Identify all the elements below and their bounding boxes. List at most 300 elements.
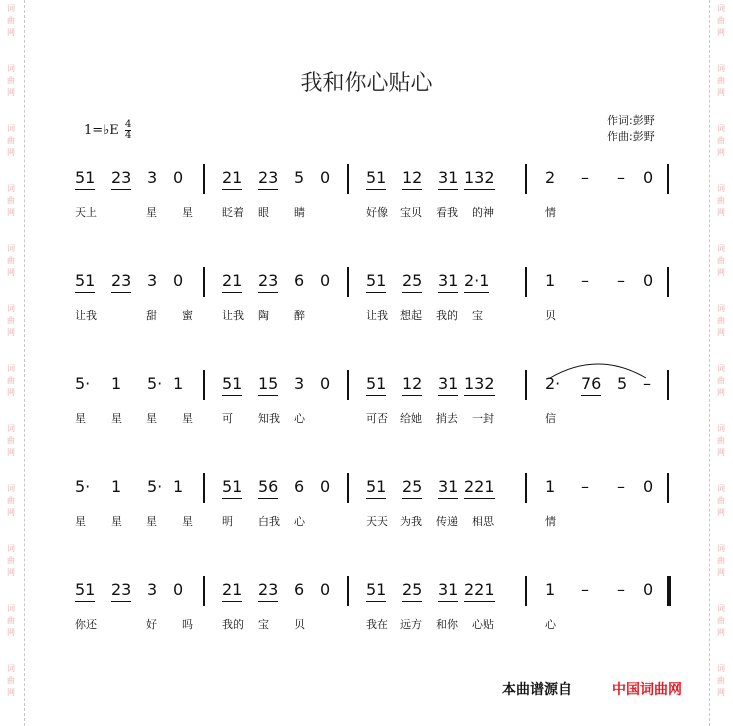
barline: [667, 473, 669, 503]
note-text: 51: [75, 168, 95, 190]
note-text: 31: [438, 580, 458, 602]
lyric: 相思: [472, 515, 494, 528]
watermark-char: 网: [717, 328, 725, 337]
note-text: 3: [147, 271, 158, 290]
note: [366, 477, 386, 499]
lyric: 贝: [545, 309, 556, 322]
note-text: –: [643, 374, 651, 393]
lyric: 宝贝: [400, 206, 422, 219]
note: [581, 580, 589, 600]
barline: [203, 164, 205, 194]
note-text: 3: [147, 168, 158, 187]
note: [75, 168, 95, 190]
note-text: 56: [258, 477, 278, 499]
note: [320, 271, 330, 291]
lyric: 知我: [258, 412, 280, 425]
site-name: 中国词曲网: [612, 682, 682, 698]
watermark-char: 词: [7, 244, 15, 253]
slur-arc: [546, 356, 656, 380]
note-text: 25: [402, 477, 422, 499]
note-text: 23: [258, 168, 278, 190]
lyric: 传递: [436, 515, 458, 528]
note-text: –: [617, 477, 625, 496]
barline: [525, 473, 527, 503]
watermark-char: 词: [717, 304, 725, 313]
watermark-char: 词: [717, 544, 725, 553]
watermark-char: 曲: [7, 436, 15, 445]
watermark-char: 曲: [7, 316, 15, 325]
time-top: 4: [124, 119, 132, 130]
lyric: 心: [545, 618, 556, 631]
note: [294, 374, 304, 394]
lyric: 蜜: [182, 309, 193, 322]
watermark-char: 曲: [7, 136, 15, 145]
note-text: 0: [173, 271, 184, 290]
note: [147, 374, 162, 394]
note: [617, 168, 625, 188]
watermark-char: 曲: [717, 16, 725, 25]
note-text: 23: [258, 271, 278, 293]
lyric: 我在: [366, 618, 388, 631]
note: [320, 580, 330, 600]
barline: [347, 576, 349, 606]
note: [464, 168, 495, 190]
note: [147, 477, 162, 497]
watermark-char: 词: [717, 604, 725, 613]
note: [320, 477, 330, 497]
lyric: 让我: [366, 309, 388, 322]
note-text: 5·: [147, 477, 163, 496]
barline: [203, 267, 205, 297]
note: [545, 271, 555, 291]
watermark-char: 词: [7, 124, 15, 133]
barline: [667, 267, 669, 297]
watermark-char: 词: [7, 364, 15, 373]
watermark-char: 词: [717, 124, 725, 133]
lyric: 睛: [294, 206, 305, 219]
lyric: 想起: [400, 309, 422, 322]
note: [173, 580, 183, 600]
note: [75, 271, 95, 293]
lyric: 心: [294, 515, 305, 528]
note: [173, 477, 183, 497]
note: [438, 580, 458, 602]
note-text: 221: [464, 580, 495, 602]
note-text: 2·1: [464, 271, 489, 293]
watermark-char: 曲: [717, 136, 725, 145]
barline: [667, 370, 669, 400]
watermark-char: 曲: [7, 76, 15, 85]
note-text: 1: [545, 477, 556, 496]
note-text: 3: [294, 374, 305, 393]
watermark-char: 词: [7, 64, 15, 73]
note: [402, 168, 422, 190]
note-text: 221: [464, 477, 495, 499]
note: [75, 580, 95, 602]
time-signature: [125, 120, 131, 141]
watermark-char: 网: [717, 448, 725, 457]
lyric: 星: [182, 515, 193, 528]
lyric: 眼: [258, 206, 269, 219]
note: [402, 374, 422, 396]
barline: [347, 267, 349, 297]
lyric: 为我: [400, 515, 422, 528]
lyric: 宝: [472, 309, 483, 322]
watermark-char: 网: [7, 628, 15, 637]
note: [147, 271, 157, 291]
note: [464, 477, 495, 499]
barline: [203, 576, 205, 606]
note-text: 3: [147, 580, 158, 599]
note: [643, 271, 653, 291]
note-text: 0: [320, 374, 331, 393]
note-text: 31: [438, 477, 458, 499]
note-text: 0: [643, 168, 654, 187]
lyric: 让我: [75, 309, 97, 322]
note: [402, 580, 422, 602]
note: [581, 477, 589, 497]
watermark-char: 词: [7, 544, 15, 553]
watermark-char: 网: [7, 388, 15, 397]
note-text: 6: [294, 580, 305, 599]
note-text: 132: [464, 168, 495, 190]
note-text: 21: [222, 168, 242, 190]
note: [222, 477, 242, 499]
note-text: 5·: [75, 477, 91, 496]
note-text: 31: [438, 168, 458, 190]
note: [438, 271, 458, 293]
note: [294, 168, 304, 188]
lyric: 的神: [472, 206, 494, 219]
watermark-char: 词: [717, 484, 725, 493]
note-text: 0: [320, 477, 331, 496]
note-text: 15: [258, 374, 278, 396]
watermark-char: 词: [7, 604, 15, 613]
note: [147, 168, 157, 188]
note: [643, 580, 653, 600]
time-bottom: 4: [124, 130, 132, 141]
note: [111, 271, 131, 293]
note: [581, 271, 589, 291]
note-text: 6: [294, 477, 305, 496]
watermark-char: 词: [7, 484, 15, 493]
lyric: 宝: [258, 618, 269, 631]
watermark-char: 网: [717, 28, 725, 37]
watermark-char: 网: [7, 208, 15, 217]
lyric: 情: [545, 206, 556, 219]
watermark-char: 词: [717, 64, 725, 73]
lyric: 心: [294, 412, 305, 425]
note-text: 1: [173, 477, 184, 496]
note: [438, 374, 458, 396]
lyric: 甜: [146, 309, 157, 322]
note: [366, 580, 386, 602]
barline: [347, 164, 349, 194]
watermark-char: 网: [717, 508, 725, 517]
note-text: 21: [222, 580, 242, 602]
note-text: 51: [366, 374, 386, 396]
watermark-char: 曲: [717, 436, 725, 445]
note-text: 132: [464, 374, 495, 396]
note: [173, 374, 183, 394]
lyric: 你还: [75, 618, 97, 631]
note: [581, 168, 589, 188]
note: [111, 477, 121, 497]
note-text: 31: [438, 374, 458, 396]
lyric: 星: [182, 412, 193, 425]
lyric: 明: [222, 515, 233, 528]
watermark-char: 词: [7, 304, 15, 313]
barline: [525, 576, 527, 606]
note-text: 2·: [545, 374, 561, 393]
lyric: 白我: [258, 515, 280, 528]
lyric: 看我: [436, 206, 458, 219]
note: [545, 168, 555, 188]
watermark-char: 网: [7, 148, 15, 157]
note: [258, 477, 278, 499]
watermark-char: 曲: [717, 256, 725, 265]
watermark-char: 词: [717, 244, 725, 253]
note-text: 5: [617, 374, 628, 393]
note-text: 0: [643, 477, 654, 496]
lyric: 情: [545, 515, 556, 528]
watermark-char: 词: [7, 664, 15, 673]
note-text: 5: [294, 168, 305, 187]
barline: [203, 370, 205, 400]
note-text: 51: [222, 374, 242, 396]
key-label: 1=♭E: [84, 123, 119, 138]
watermark-char: 网: [717, 148, 725, 157]
watermark-char: 网: [717, 208, 725, 217]
note: [294, 271, 304, 291]
composer-credit: 作曲:彭野: [607, 130, 655, 143]
watermark-char: 词: [717, 424, 725, 433]
lyric: 星: [146, 515, 157, 528]
barline: [525, 267, 527, 297]
song-title: 我和你心贴心: [300, 71, 433, 96]
note: [545, 477, 555, 497]
watermark-char: 词: [717, 4, 725, 13]
note: [173, 271, 183, 291]
note-text: –: [581, 271, 589, 290]
note: [545, 580, 555, 600]
watermark-char: 曲: [7, 256, 15, 265]
lyric: 好像: [366, 206, 388, 219]
note: [294, 477, 304, 497]
note: [366, 374, 386, 396]
note-text: 6: [294, 271, 305, 290]
note: [222, 271, 242, 293]
watermark-char: 网: [7, 268, 15, 277]
note-text: 23: [111, 580, 131, 602]
lyric: 一封: [472, 412, 494, 425]
note: [294, 580, 304, 600]
note: [320, 168, 330, 188]
watermark-char: 曲: [7, 376, 15, 385]
watermark-char: 网: [7, 328, 15, 337]
watermark-char: 曲: [717, 556, 725, 565]
note-text: –: [581, 580, 589, 599]
note-text: 51: [366, 580, 386, 602]
watermark-char: 曲: [7, 196, 15, 205]
lyric: 醉: [294, 309, 305, 322]
lyric: 天上: [75, 206, 97, 219]
note: [617, 271, 625, 291]
note: [111, 168, 131, 190]
note: [402, 477, 422, 499]
note: [173, 168, 183, 188]
note: [438, 168, 458, 190]
note-text: 51: [366, 168, 386, 190]
lyric: 眨着: [222, 206, 244, 219]
note-text: 23: [258, 580, 278, 602]
note-text: 76: [581, 374, 601, 396]
note: [75, 374, 90, 394]
watermark-char: 网: [717, 88, 725, 97]
lyric: 星: [182, 206, 193, 219]
lyric: 星: [146, 206, 157, 219]
note-text: 25: [402, 580, 422, 602]
note-text: 1: [545, 580, 556, 599]
note-text: 23: [111, 271, 131, 293]
note-text: –: [617, 580, 625, 599]
note: [464, 374, 495, 396]
note-text: –: [617, 168, 625, 187]
note-text: 0: [320, 580, 331, 599]
lyric: 陶: [258, 309, 269, 322]
note-text: 0: [643, 580, 654, 599]
credits: [607, 113, 655, 145]
note: [111, 374, 121, 394]
note-text: 1: [111, 477, 122, 496]
note: [617, 580, 625, 600]
lyric: 吗: [182, 618, 193, 631]
lyric: 和你: [436, 618, 458, 631]
watermark-char: 网: [717, 268, 725, 277]
note: [147, 580, 157, 600]
source-label: 本曲谱源自: [502, 682, 572, 698]
watermark-char: 曲: [717, 316, 725, 325]
note: [402, 271, 422, 293]
note-text: 1: [173, 374, 184, 393]
note-text: 51: [222, 477, 242, 499]
key-signature: [84, 120, 131, 141]
note: [464, 271, 489, 293]
watermark-char: 网: [7, 688, 15, 697]
lyric: 我的: [436, 309, 458, 322]
barline: [525, 370, 527, 400]
lyric: 天天: [366, 515, 388, 528]
watermark-char: 词: [717, 664, 725, 673]
note: [75, 477, 90, 497]
note-text: 2: [545, 168, 556, 187]
note-text: 51: [75, 580, 95, 602]
watermark-char: 网: [7, 28, 15, 37]
note: [643, 168, 653, 188]
note-text: 51: [75, 271, 95, 293]
left-margin-watermark: [0, 0, 25, 726]
note-text: 51: [366, 271, 386, 293]
watermark-char: 词: [7, 424, 15, 433]
watermark-char: 曲: [717, 676, 725, 685]
watermark-char: 词: [717, 184, 725, 193]
barline: [667, 164, 669, 194]
lyricist-credit: 作词:彭野: [607, 114, 655, 127]
note: [366, 168, 386, 190]
watermark-char: 曲: [7, 16, 15, 25]
note: [438, 477, 458, 499]
watermark-char: 网: [7, 508, 15, 517]
note-text: 12: [402, 168, 422, 190]
note-text: 25: [402, 271, 422, 293]
watermark-char: 曲: [717, 616, 725, 625]
watermark-char: 词: [7, 4, 15, 13]
note-text: 5·: [75, 374, 91, 393]
watermark-char: 网: [7, 568, 15, 577]
watermark-char: 网: [717, 388, 725, 397]
barline: [347, 473, 349, 503]
watermark-char: 词: [7, 184, 15, 193]
watermark-char: 曲: [7, 556, 15, 565]
lyric: 让我: [222, 309, 244, 322]
lyric: 星: [111, 515, 122, 528]
note: [111, 580, 131, 602]
note-text: 1: [111, 374, 122, 393]
note-text: –: [581, 168, 589, 187]
lyric: 星: [111, 412, 122, 425]
note: [643, 477, 653, 497]
note-text: 23: [111, 168, 131, 190]
watermark-char: 曲: [717, 496, 725, 505]
final-barline: [667, 576, 671, 606]
watermark-char: 网: [717, 688, 725, 697]
note-text: 5·: [147, 374, 163, 393]
lyric: 星: [75, 412, 86, 425]
watermark-char: 网: [717, 568, 725, 577]
note-text: 21: [222, 271, 242, 293]
watermark-char: 曲: [7, 616, 15, 625]
lyric: 星: [146, 412, 157, 425]
watermark-char: 曲: [717, 376, 725, 385]
watermark-char: 网: [7, 88, 15, 97]
note-text: 31: [438, 271, 458, 293]
lyric: 信: [545, 412, 556, 425]
note-text: 0: [173, 168, 184, 187]
lyric: 捎去: [436, 412, 458, 425]
lyric: 可: [222, 412, 233, 425]
note: [258, 374, 278, 396]
barline: [203, 473, 205, 503]
note: [222, 374, 242, 396]
right-margin-watermark: [709, 0, 733, 726]
barline: [525, 164, 527, 194]
watermark-char: 曲: [717, 76, 725, 85]
note-text: 12: [402, 374, 422, 396]
lyric: 心贴: [472, 618, 494, 631]
note-text: 51: [366, 477, 386, 499]
barline: [347, 370, 349, 400]
note: [258, 580, 278, 602]
watermark-char: 词: [717, 364, 725, 373]
watermark-char: 曲: [7, 676, 15, 685]
lyric: 远方: [400, 618, 422, 631]
note: [320, 374, 330, 394]
lyric: 给她: [400, 412, 422, 425]
note-text: –: [617, 271, 625, 290]
note-text: 0: [320, 168, 331, 187]
watermark-char: 网: [717, 628, 725, 637]
lyric: 我的: [222, 618, 244, 631]
